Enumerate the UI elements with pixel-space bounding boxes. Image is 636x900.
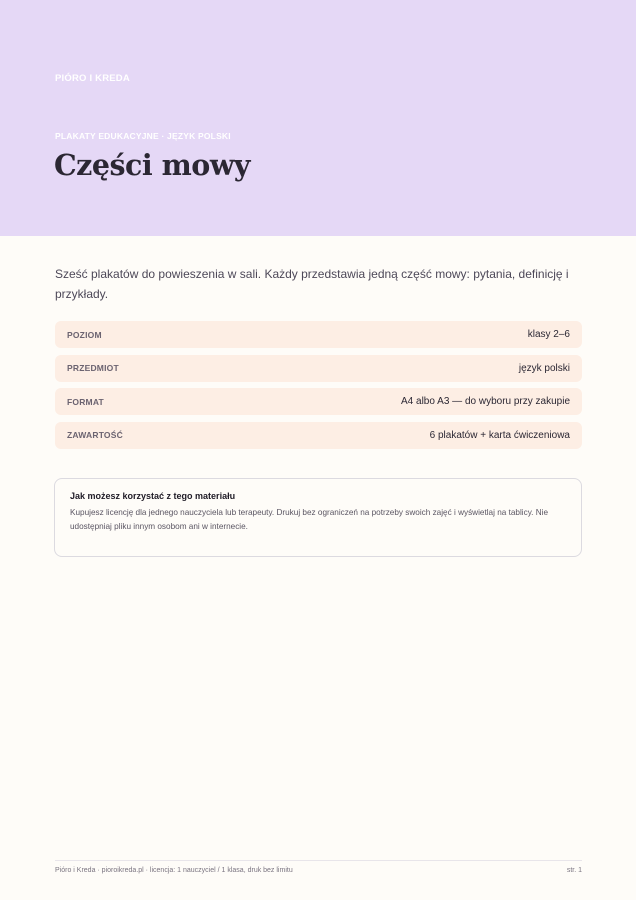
spec-list (55, 321, 582, 455)
spec-row-level (55, 321, 582, 348)
spec-value: A4 albo A3 — do wyboru przy zakupie (401, 396, 570, 407)
page-number: str. 1 (566, 867, 582, 874)
license-text: Kupujesz licencję dla jednego nauczyciela lub terapeuty. Drukuj bez ograniczeń na potrzeby swoich zajęć i wyświetlaj na tablicy. Nie udostępniaj pliku innym osobom ani w internecie. (70, 508, 549, 531)
page-title: Części mowy (54, 148, 250, 182)
spec-label: FORMAT (67, 396, 104, 407)
spec-row-contents (55, 422, 582, 449)
spec-row-format (55, 388, 582, 415)
intro-paragraph: Sześć plakatów do powieszenia w sali. Każdy przedstawia jedną część mowy: pytania, definicję i przykłady. (55, 267, 569, 301)
footer-info: Pióro i Kreda · pioroikreda.pl · licencja: 1 nauczyciel / 1 klasa, druk bez limitu (55, 867, 293, 874)
spec-label: POZIOM (67, 329, 102, 340)
header-banner (0, 0, 636, 236)
spec-label: ZAWARTOŚĆ (67, 430, 123, 440)
license-title: Jak możesz korzystać z tego materiału (70, 491, 236, 501)
license-box (54, 478, 582, 557)
spec-value: klasy 2–6 (527, 329, 570, 340)
spec-value: język polski (518, 362, 570, 374)
spec-row-subject (55, 355, 582, 382)
spec-label: PRZEDMIOT (67, 363, 119, 373)
category-kicker: PLAKATY EDUKACYJNE · JĘZYK POLSKI (55, 131, 231, 141)
spec-value: 6 plakatów + karta ćwiczeniowa (429, 429, 570, 441)
page-footer (55, 860, 582, 874)
brand-name: PIÓRO I KREDA (55, 73, 130, 84)
